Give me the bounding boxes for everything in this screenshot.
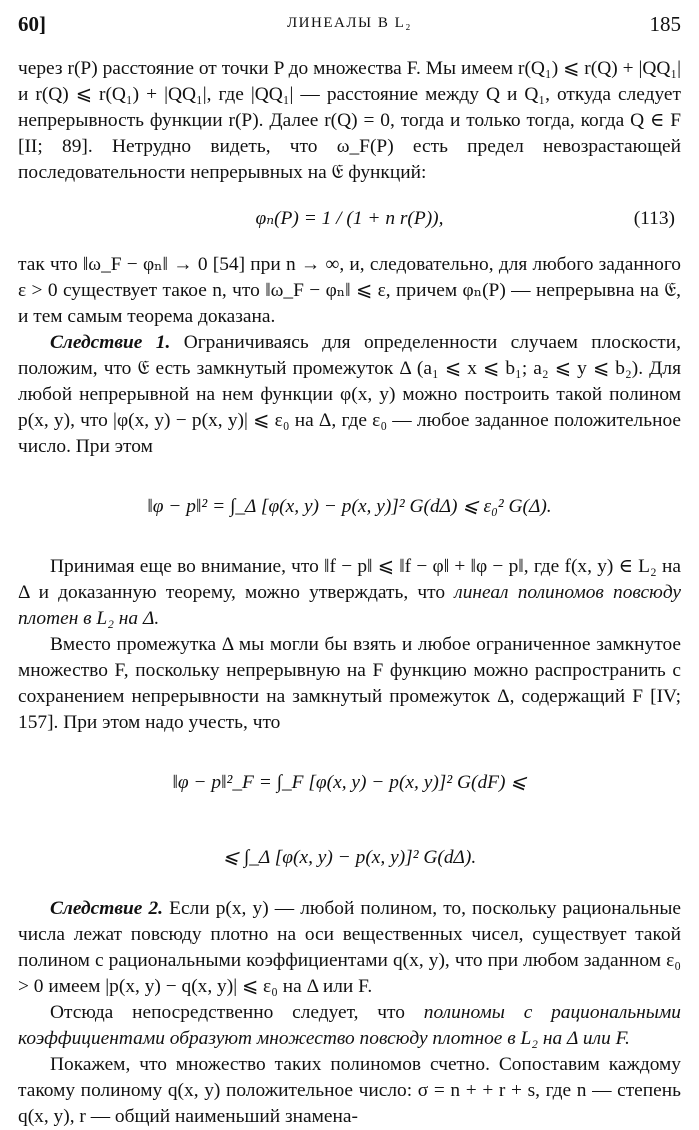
corollary-2 xyxy=(18,896,681,1000)
corollary-1-text: Ограничиваясь для определенности случаем плоскости, положим, что 𝔈 есть замкнутый промежуток Δ (a₁ ⩽ x ⩽ b₁; a₂ ⩽ y ⩽ b₂). Для любой непрерывной на нем функции φ(x, y) можно построить такой полином p(x, y), что |φ(x, y) − p(x, y)| ⩽ ε₀ на Δ, где ε₀ — любое заданное положительное число. При этом xyxy=(18,332,681,457)
equation-number: (113) xyxy=(633,208,675,229)
corollary-1-label: Следствие 1. xyxy=(50,332,171,353)
paragraph-rational-text: Отсюда непосредственно следует, что xyxy=(50,1002,405,1023)
paragraph-density xyxy=(18,554,681,632)
page-number: 185 xyxy=(649,12,681,36)
equation-F-line2 xyxy=(18,830,681,886)
equation-113 xyxy=(18,198,681,240)
paragraph-countable: Покажем, что множество таких полиномов счетно. Сопоставим каждому такому полиному q(x, y) положительное число: σ = n + + r + s, где n — степень q(x, y), r — общий наименьший знамена- xyxy=(18,1054,681,1127)
page-header xyxy=(18,12,681,42)
section-number: 60] xyxy=(18,12,46,36)
corollary-2-label: Следствие 2. xyxy=(50,898,164,919)
paragraph-distance: через r(P) расстояние от точки P до множества F. Мы имеем r(Q₁) ⩽ r(Q) + |QQ₁| и r(Q) ⩽ r(Q₁) + |QQ₁|, где |QQ₁| — расстояние между Q и Q₁, откуда следует непрерывность функции r(P). Далее r(Q) = 0, тогда и только тогда, когда Q ∈ F [II; 89]. Нетрудно видеть, что ω_F(P) есть предел невозрастающей последовательности непрерывных на 𝔈 функций: xyxy=(18,58,681,183)
paragraph-rational-statement: полиномы с рациональными коэффициентами образуют множество повсюду плотное в L₂ на Δ или F. xyxy=(18,1002,681,1049)
page-body xyxy=(18,56,681,1130)
equation-F-formula-1: ‖φ − p‖²_F = ∫_F [φ(x, y) − p(x, y)]² G(dF) ⩽ xyxy=(172,772,527,793)
paragraph-density-text: Принимая еще во внимание, что ‖f − p‖ ⩽ ‖f − φ‖ + ‖φ − p‖, где f(x, y) ∈ L₂ на Δ и доказанную теорему, можно утверждать, что xyxy=(18,556,681,603)
equation-113-formula: φₙ(P) = 1 / (1 + n r(P)), xyxy=(255,208,444,229)
paragraph-closed-set: Вместо промежутка Δ мы могли бы взять и любое ограниченное замкнутое множество F, поскольку непрерывную на F функцию можно распространить с сохранением непрерывности на замкнутый промежуток Δ, содержащий F [IV; 157]. При этом надо учесть, что xyxy=(18,634,681,733)
paragraph-rational xyxy=(18,1000,681,1052)
equation-F-line1 xyxy=(18,752,681,814)
equation-F-formula-2: ⩽ ∫_Δ [φ(x, y) − p(x, y)]² G(dΔ). xyxy=(222,847,477,868)
corollary-2-text: Если p(x, y) — любой полином, то, поскольку рациональные числа лежат повсюду плотно на оси вещественных чисел, существует такой полином с рациональными коэффициентами q(x, y), что при любом заданном ε₀ > 0 имеем |p(x, y) − q(x, y)| ⩽ ε₀ на Δ или F. xyxy=(18,898,681,997)
equation-norm-formula: ‖φ − p‖² = ∫_Δ [φ(x, y) − p(x, y)]² G(dΔ) ⩽ ε₀² G(Δ). xyxy=(147,496,552,517)
equation-norm-estimate xyxy=(18,476,681,538)
paragraph-density-statement: линеал полиномов повсюду плотен в L₂ на Δ. xyxy=(18,582,681,629)
paragraph-conclusion: так что ‖ω_F − φₙ‖ → 0 [54] при n → ∞, и, следовательно, для любого заданного ε > 0 существует такое n, что ‖ω_F − φₙ‖ ⩽ ε, причем φₙ(P) — непрерывна на 𝔈, и тем самым теорема доказана. xyxy=(18,254,681,327)
running-title: ЛИНЕАЛЫ В L₂ xyxy=(287,15,412,31)
corollary-1 xyxy=(18,330,681,460)
